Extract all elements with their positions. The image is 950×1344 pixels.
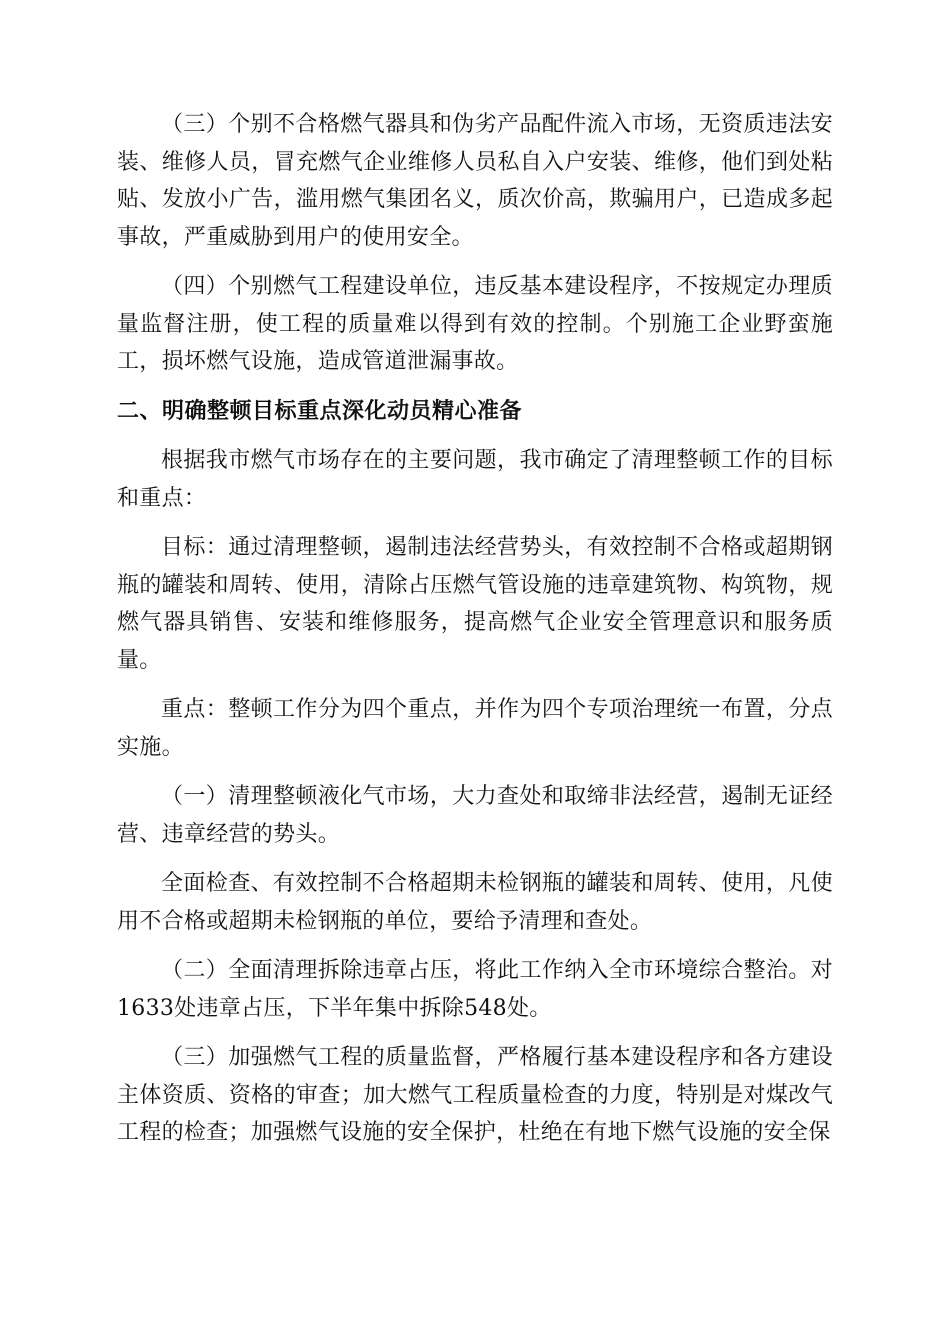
- document-body: [117, 106, 833, 1164]
- section-intro-paragraph: 根据我市燃气市场存在的主要问题，我市确定了清理整顿工作的目标和重点：: [117, 448, 833, 511]
- focus-item-1: （一）清理整顿液化气市场，大力查处和取缔非法经营，遏制无证经营、违章经营的势头。: [117, 784, 833, 847]
- focus-item-3: （三）加强燃气工程的质量监督，严格履行基本建设程序和各方建设主体资质、资格的审查；加大燃气工程质量检查的力度，特别是对煤改气工程的检查；加强燃气设施的安全保护，杜绝在有地下燃气设施的安全保: [117, 1045, 833, 1145]
- paragraph-item-4: （四）个别燃气工程建设单位，违反基本建设程序，不按规定办理质量监督注册，使工程的质量难以得到有效的控制。个别施工企业野蛮施工，损坏燃气设施，造成管道泄漏事故。: [117, 274, 833, 374]
- paragraph-item-3: （三）个别不合格燃气器具和伪劣产品配件流入市场，无资质违法安装、维修人员，冒充燃气企业维修人员私自入户安装、维修，他们到处粘贴、发放小广告，滥用燃气集团名义，质次价高，欺骗用户，已造成多起事故，严重威胁到用户的使用安全。: [117, 112, 833, 250]
- goal-paragraph: 目标：通过清理整顿，遏制违法经营势头，有效控制不合格或超期钢瓶的罐装和周转、使用，清除占压燃气管设施的违章建筑物、构筑物，规燃气器具销售、安装和维修服务，提高燃气企业安全管理意识和服务质量。: [117, 535, 833, 673]
- focus-item-2: （二）全面清理拆除违章占压，将此工作纳入全市环境综合整治。对1633处违章占压，下半年集中拆除548处。: [117, 958, 833, 1021]
- section-heading: 二、明确整顿目标重点深化动员精心准备: [117, 398, 523, 424]
- focus-paragraph: 重点：整顿工作分为四个重点，并作为四个专项治理统一布置，分点实施。: [117, 697, 833, 760]
- focus-item-1-detail: 全面检查、有效控制不合格超期未检钢瓶的罐装和周转、使用，凡使用不合格或超期未检钢瓶的单位，要给予清理和查处。: [117, 871, 833, 934]
